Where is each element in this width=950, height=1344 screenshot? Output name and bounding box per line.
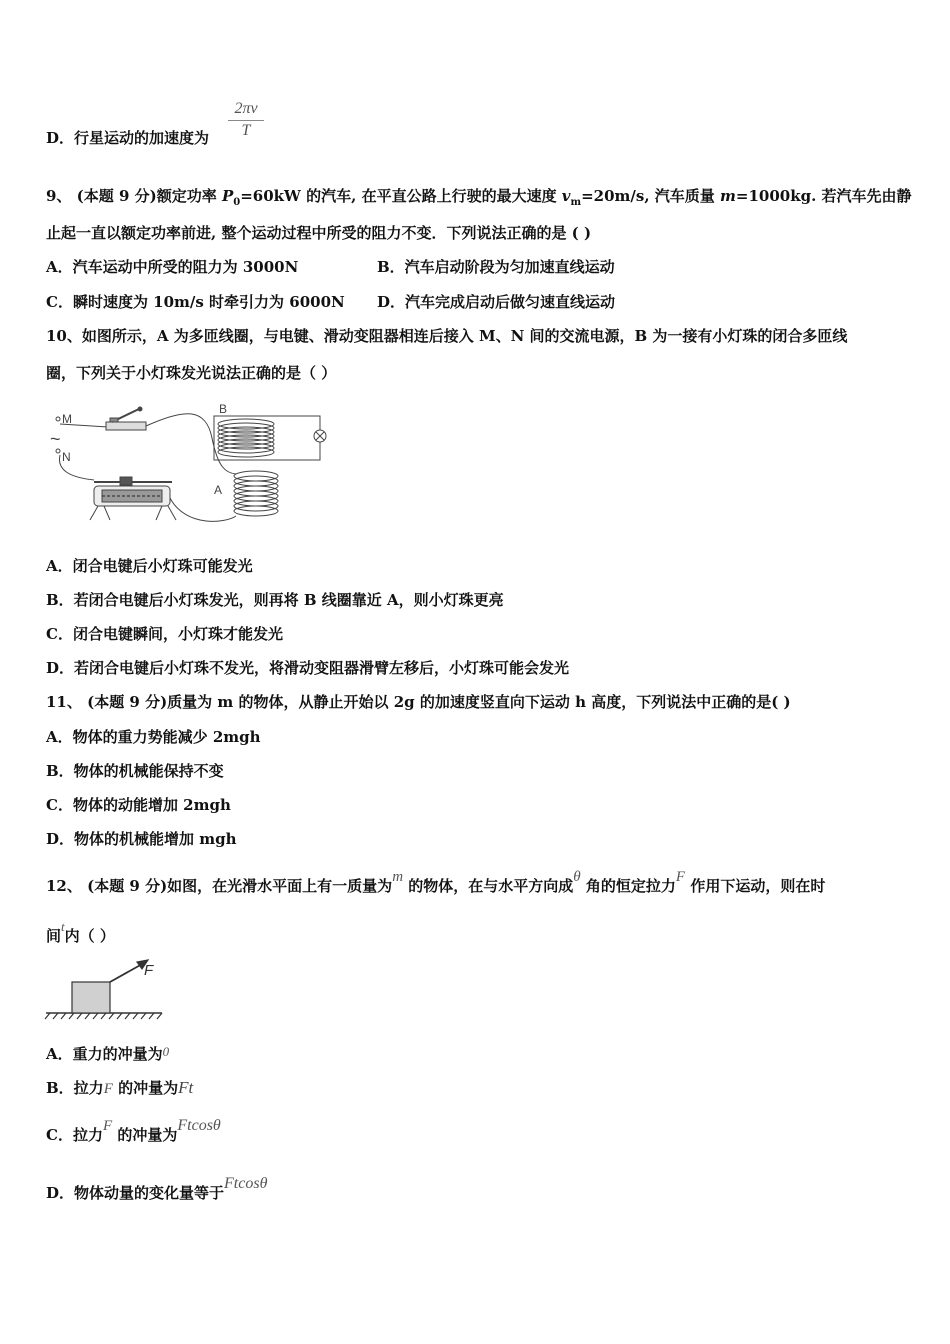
q10-option-b: B．若闭合电键后小灯珠发光，则再将 B 线圈靠近 A，则小灯珠更亮 <box>46 591 504 609</box>
label-f: F <box>144 962 154 979</box>
q11-option-c: C．物体的动能增加 2mgh <box>46 796 231 814</box>
q12-option-b <box>46 1078 193 1099</box>
q9-v-sub: m <box>570 197 582 208</box>
q12-option-b-text-b: 的冲量为 <box>118 1079 179 1097</box>
coil-b-icon <box>214 416 320 460</box>
q8-option-d-fraction <box>228 100 264 140</box>
coil-a-icon <box>234 471 278 516</box>
force-arrow <box>110 963 144 982</box>
q10-stem-line1: 10、如图所示，A 为多匝线圈，与电键、滑动变阻器相连后接入 M、N 间的交流电源，B 为一接有小灯珠的闭合多匝线 <box>46 327 848 345</box>
label-a: A <box>214 483 223 497</box>
q12-text-d: 作用下运动，则在时 <box>690 877 826 895</box>
q12-text-a: 12、 (本题 9 分)如图，在光滑水平面上有一质量为 <box>46 877 393 895</box>
q12-f-symbol: F <box>675 869 686 885</box>
q12-option-b-math1: F <box>103 1081 113 1097</box>
q10-circuit-figure <box>46 398 336 528</box>
q10-option-d: D．若闭合电键后小灯珠不发光，将滑动变阻器滑臂左移后，小灯珠可能会发光 <box>46 659 570 677</box>
q9-p-sub: 0 <box>233 197 241 208</box>
q10-option-a: A．闭合电键后小灯珠可能发光 <box>46 557 253 575</box>
ground-hatch <box>45 1013 162 1019</box>
q12-option-c-math2: Ftcosθ <box>177 1117 221 1134</box>
q12-option-a-math: 0 <box>162 1044 170 1059</box>
q11-option-b: B．物体的机械能保持不变 <box>46 762 224 780</box>
q12-stem-line2 <box>46 919 115 947</box>
q12-option-c-text-a: C．拉力 <box>46 1126 103 1144</box>
q12-t-symbol: t <box>61 919 65 934</box>
ac-source-icon: ~ <box>50 429 61 449</box>
q12-option-d-text: D．物体动量的变化量等于 <box>46 1184 225 1202</box>
terminal-n <box>56 449 60 453</box>
q12-text-f: 内（ ） <box>64 927 115 945</box>
q12-option-b-math2: Ft <box>178 1078 194 1097</box>
q12-text-e: 间 <box>46 927 62 945</box>
q12-stem-line1 <box>46 869 826 897</box>
q12-option-c <box>46 1117 221 1146</box>
q9-stem-line2: 止起一直以额定功率前进, 整个运动过程中所受的阻力不变．下列说法正确的是 ( ) <box>46 224 592 242</box>
q12-option-a <box>46 1044 169 1065</box>
q9-m-symbol: m <box>720 187 736 205</box>
rheostat-icon <box>90 477 176 520</box>
q9-v-symbol: v <box>561 187 571 205</box>
q9-option-c: C．瞬时速度为 10m/s 时牵引力为 6000N <box>46 293 345 311</box>
q12-option-c-math1: F <box>102 1118 113 1134</box>
q11-option-d: D．物体的机械能增加 mgh <box>46 830 237 848</box>
q11-stem: 11、 (本题 9 分)质量为 m 的物体，从静止开始以 2g 的加速度竖直向下运动 h 高度，下列说法中正确的是( ) <box>46 693 791 711</box>
q9-option-a: A．汽车运动中所受的阻力为 3000N <box>46 258 299 276</box>
q12-option-c-text-b: 的冲量为 <box>117 1126 178 1144</box>
fraction-denominator: T <box>241 122 251 139</box>
label-m: M <box>62 412 72 426</box>
q9-option-d: D．汽车完成启动后做匀速直线运动 <box>377 293 616 311</box>
q12-block-figure <box>44 955 174 1021</box>
q8-option-d-text: D．行星运动的加速度为 <box>46 129 210 147</box>
q9-text-a: 9、 (本题 9 分)额定功率 <box>46 187 222 205</box>
q12-text-c: 角的恒定拉力 <box>585 877 676 895</box>
q12-theta-symbol: θ <box>573 869 581 885</box>
q12-option-a-text: A．重力的冲量为 <box>46 1045 163 1063</box>
q9-text-c: =20m/s, 汽车质量 <box>581 187 721 205</box>
lamp-icon <box>314 430 326 442</box>
label-n: N <box>62 450 71 464</box>
q9-stem-line1 <box>46 186 912 213</box>
q12-text-b: 的物体，在与水平方向成 <box>408 877 574 895</box>
label-b: B <box>219 402 228 416</box>
block <box>72 982 110 1013</box>
q12-option-b-text-a: B．拉力 <box>46 1079 104 1097</box>
q10-option-c: C．闭合电键瞬间，小灯珠才能发光 <box>46 625 283 643</box>
q10-stem-line2: 圈，下列关于小灯珠发光说法正确的是（ ） <box>46 364 337 382</box>
q11-option-a: A．物体的重力势能减少 2mgh <box>46 728 261 746</box>
q9-text-d: =1000kg. 若汽车先由静 <box>735 187 912 205</box>
switch-icon <box>106 407 146 430</box>
q8-option-d <box>46 128 209 148</box>
q12-m-symbol: m <box>392 869 404 885</box>
terminal-m <box>56 417 60 421</box>
q9-text-b: =60kW 的汽车, 在平直公路上行驶的最大速度 <box>240 187 562 205</box>
q9-p-symbol: P <box>221 187 234 205</box>
q9-option-b: B．汽车启动阶段为匀加速直线运动 <box>377 258 615 276</box>
fraction-numerator: 2πv <box>228 100 264 121</box>
q12-option-d-math: Ftcosθ <box>224 1175 268 1192</box>
q12-option-d <box>46 1175 268 1204</box>
